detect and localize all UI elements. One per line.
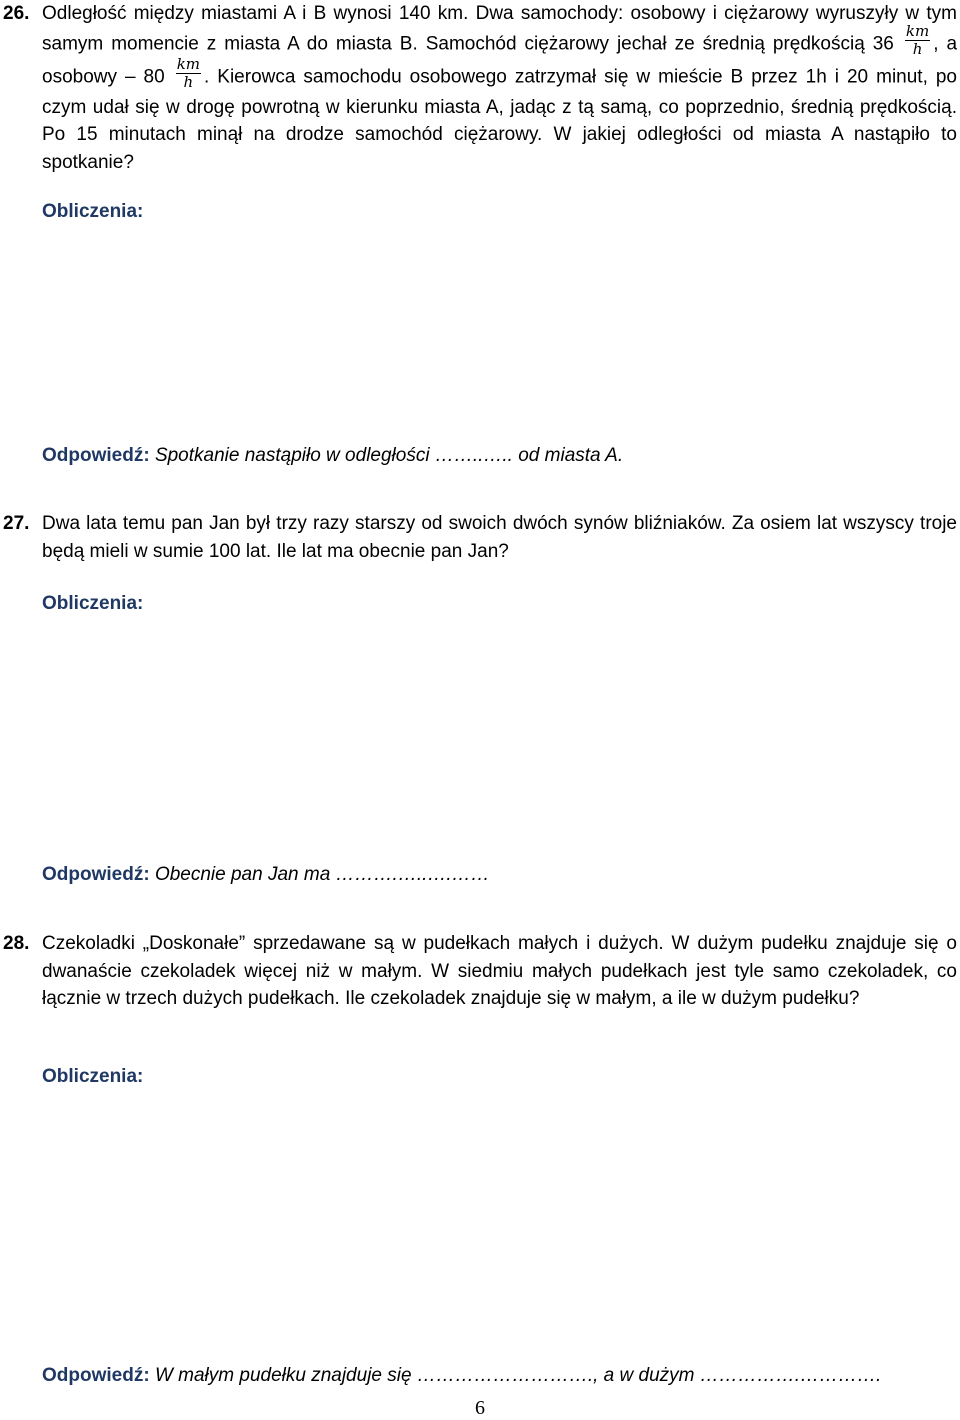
answer-line bbox=[42, 442, 623, 469]
problem-text: Odległość między miastami A i B wynosi 140 km. Dwa samochody: osobowy i ciężarowy wyruszyły w tym samym momencie z miasta A do miasta B. Samochód ciężarowy jechał ze średnią prędkością 36 $\frac{km}{h}$ , a osobowy – 80 $\frac{km}{h}$ . Kierowca samochodu osobowego zatrzymał się w mieście B przez 1h i 20 minut, po czym udał się w drogę powrotną w kierunku miasta A, jadąc z tą samą, co poprzednio, średnią prędkością. Po 15 minutach minął na drodze samochód ciężarowy. W jakiej odległości od miasta A nastąpiło to spotkanie? bbox=[42, 3, 958, 173]
problem-number: 26. bbox=[3, 3, 30, 24]
calculations-label: Obliczenia: bbox=[42, 593, 144, 614]
problem-number: 27. bbox=[3, 513, 30, 534]
answer-line bbox=[42, 861, 490, 888]
answer-text: Spotkanie nastąpiło w odległości ……..….. od miasta A. bbox=[154, 445, 624, 466]
problem-text: Czekoladki „Doskonałe” sprzedawane są w pudełkach małych i dużych. W dużym pudełku znajduje się o dwanaście czekoladek więcej niż w małym. W siedmiu małych pudełkach jest tyle samo czekoladek, co łącznie w trzech dużych pudełkach. Ile czekoladek znajduje się w małym, a ile w dużym pudełku? bbox=[42, 933, 957, 1009]
unit-fraction: $\frac{km}{h}$ bbox=[176, 54, 201, 91]
problem-text: Dwa lata temu pan Jan był trzy razy starszy od swoich dwóch synów bliźniaków. Za osiem lat wszyscy troje będą mieli w sumie 100 lat. Ile lat ma obecnie pan Jan? bbox=[42, 513, 957, 562]
answer-label: Odpowiedź: bbox=[42, 864, 150, 885]
answer-label: Odpowiedź: bbox=[42, 445, 150, 466]
answer-text: Obecnie pan Jan ma ……….…..….…… bbox=[154, 864, 490, 885]
answer-line bbox=[42, 1362, 881, 1389]
calculations-label: Obliczenia: bbox=[42, 1066, 144, 1087]
answer-text: W małym pudełku znajduje się ………………………., a w dużym …………….…………. bbox=[154, 1365, 882, 1386]
unit-fraction: $\frac{km}{h}$ bbox=[905, 21, 930, 58]
page-number: 6 bbox=[475, 1397, 485, 1419]
calculations-label: Obliczenia: bbox=[42, 201, 144, 222]
answer-label: Odpowiedź: bbox=[42, 1365, 150, 1386]
problem-number: 28. bbox=[3, 933, 30, 954]
